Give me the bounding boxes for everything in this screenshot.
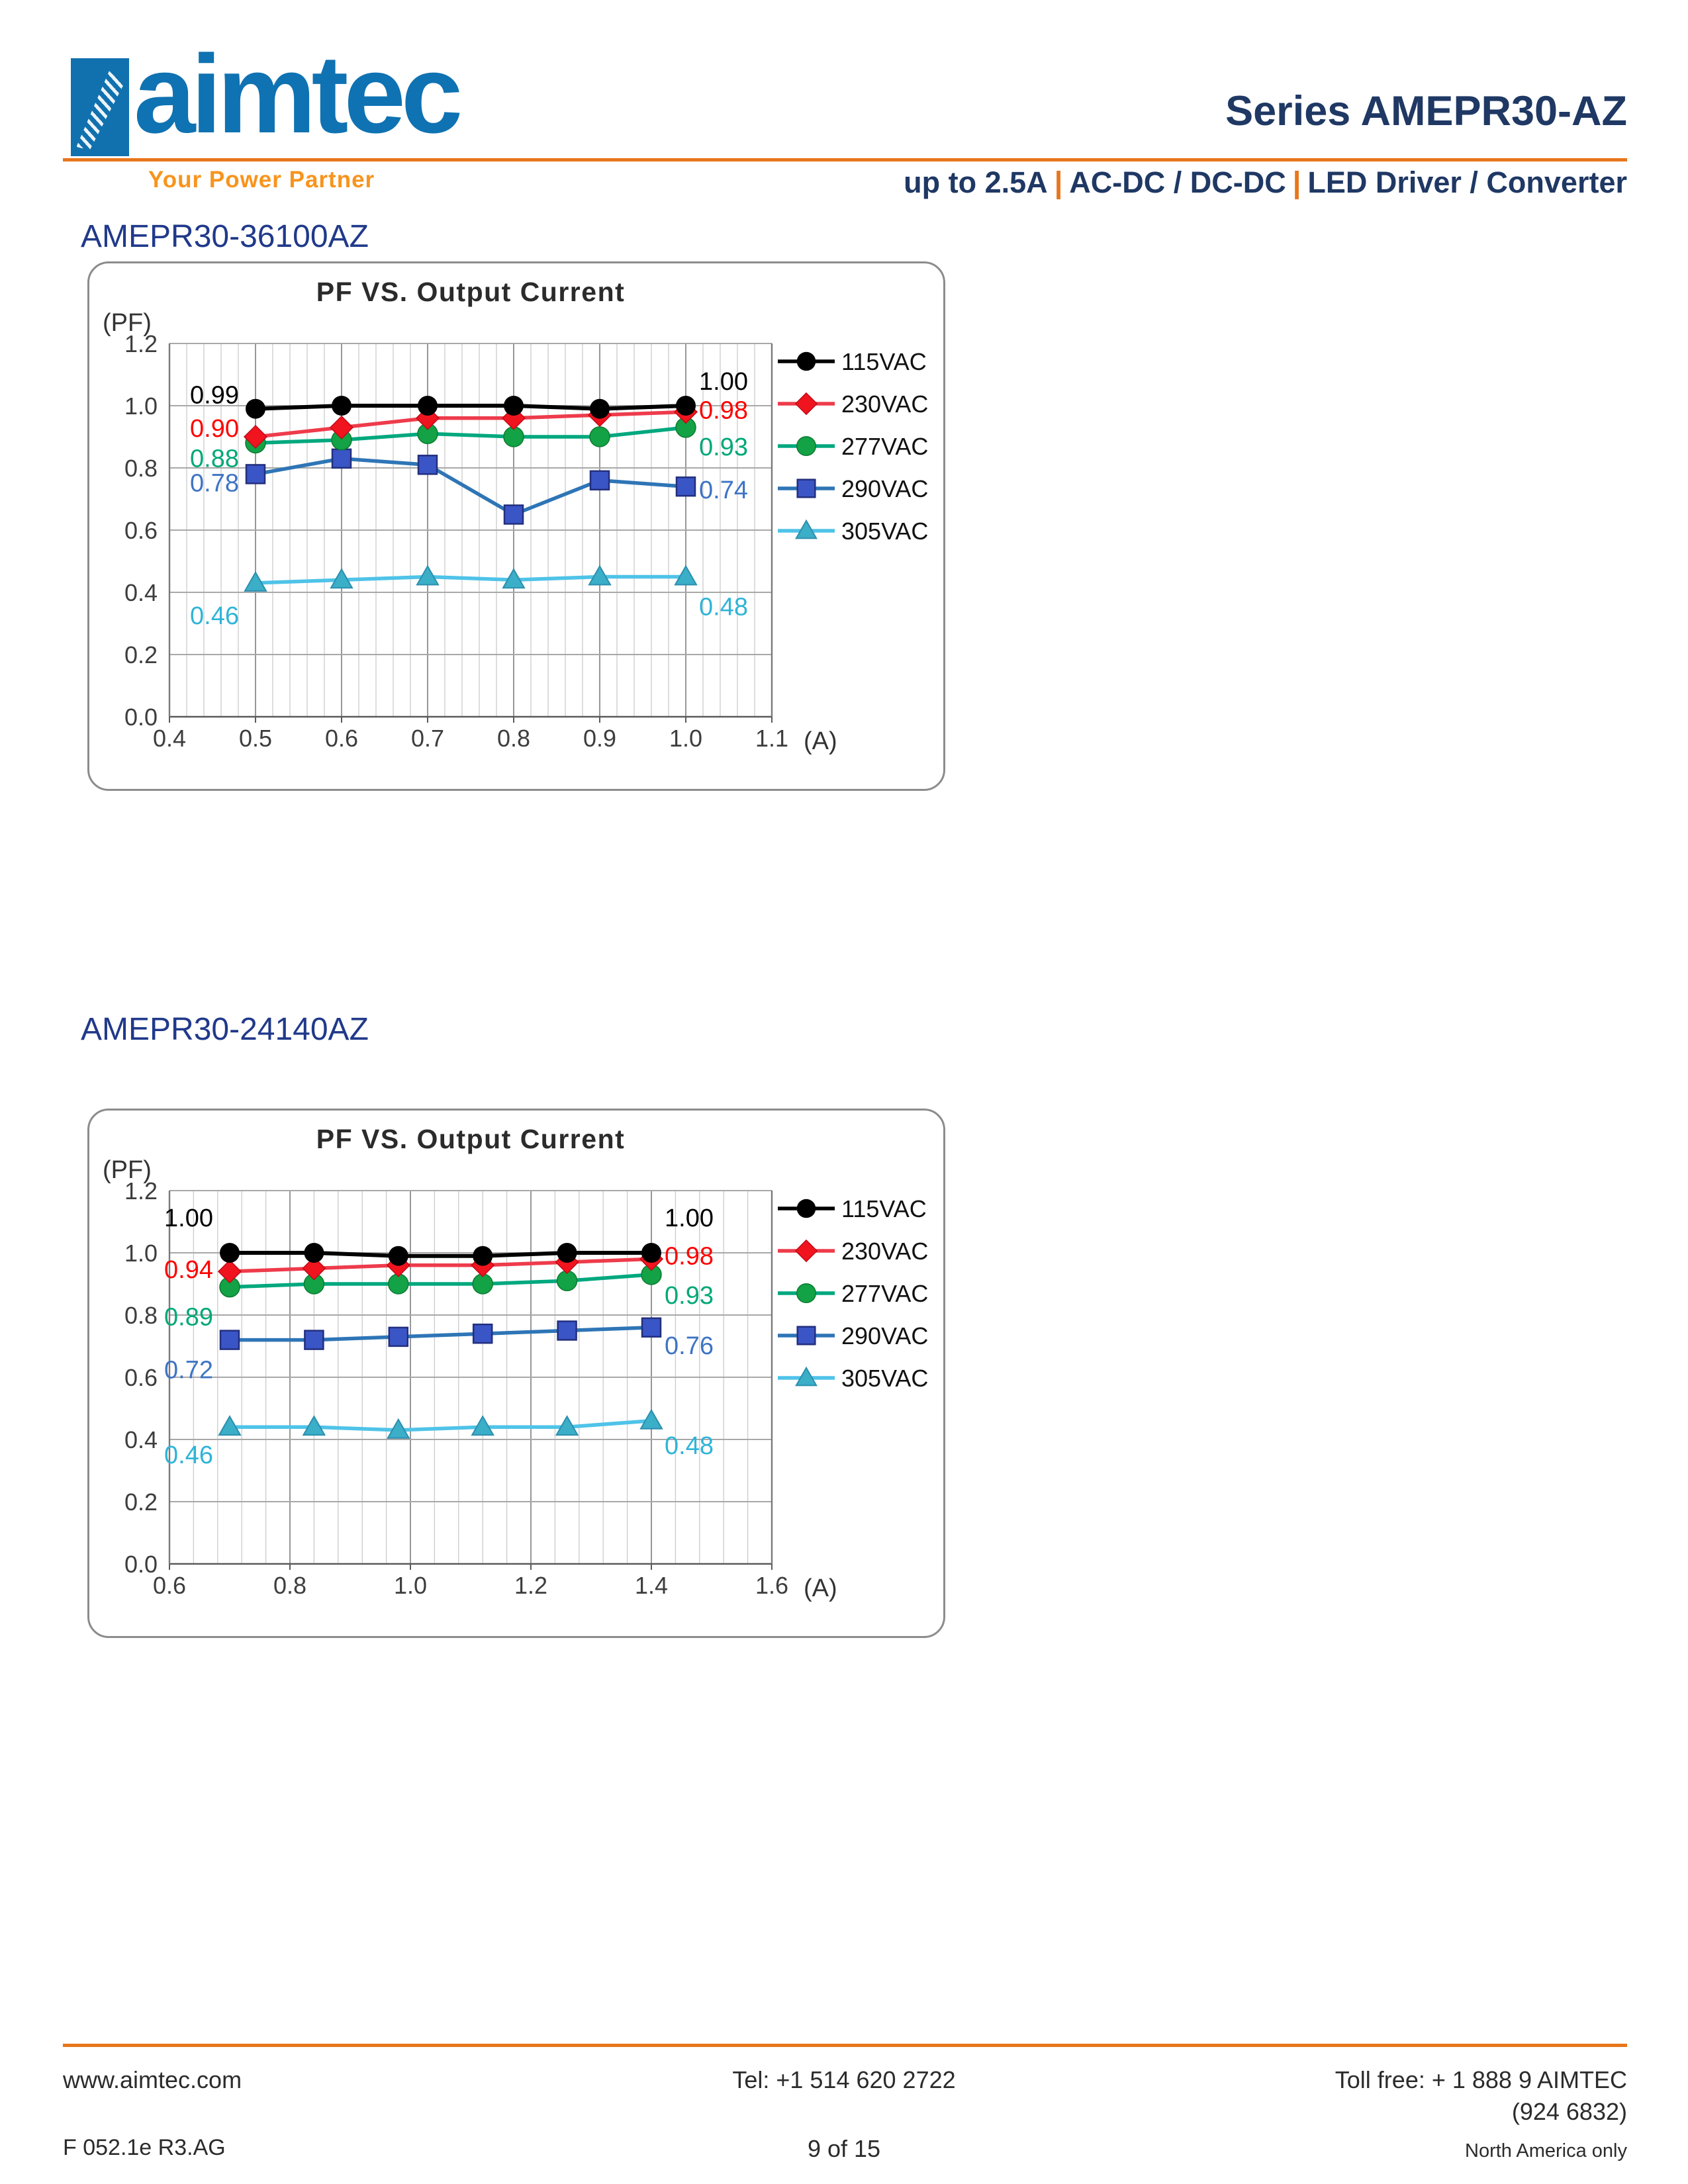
series-marker [418,455,437,474]
series-marker [473,1246,492,1266]
y-tick-label: 1.0 [124,392,158,420]
chart-title: PF VS. Output Current [316,277,626,307]
x-tick-label: 0.5 [238,725,273,752]
y-tick-label: 0.8 [124,455,158,482]
footer-website: www.aimtec.com [63,2066,242,2093]
legend-item-label: 305VAC [841,518,929,545]
legend-item-277VAC [778,433,928,460]
series-marker [641,1410,662,1429]
x-tick-label: 0.8 [273,1572,307,1599]
y-axis-label: (PF) [103,309,152,337]
series-marker [220,1331,239,1349]
series-marker [218,1260,241,1283]
series-line [256,406,686,409]
data-label-first: 0.94 [164,1256,213,1285]
footer-orange-rule [63,2044,1627,2047]
series-marker [504,506,523,524]
x-tick-label: 0.4 [152,725,187,752]
x-tick-label: 0.6 [152,1572,187,1599]
model-title-36100: AMEPR30-36100AZ [81,219,369,254]
y-tick-label: 0.4 [124,579,158,606]
series-line [256,577,686,583]
data-label-last: 0.98 [665,1242,714,1271]
subtitle-part-function: LED Driver / Converter [1307,165,1627,199]
legend-item-230VAC [778,1238,928,1265]
aimtec-logo-text: aimtec [134,32,459,156]
x-tick-label: 1.0 [393,1572,428,1599]
y-tick-label: 0.6 [124,1364,158,1391]
series-marker [557,1243,577,1263]
data-label-first: 0.88 [190,445,239,473]
series-marker [389,1246,408,1266]
data-label-last: 0.76 [665,1332,714,1360]
series-marker [590,471,609,490]
series-marker [389,1328,408,1346]
series-marker [305,1331,323,1349]
legend-item-label: 305VAC [841,1365,929,1392]
data-label-last: 0.74 [699,477,748,505]
series-305VAC [219,1410,662,1438]
data-label-last: 1.00 [665,1205,714,1232]
series-marker [676,396,696,416]
footer-doc-revision: F 052.1e R3.AG [63,2135,226,2160]
x-tick-label: 1.2 [514,1572,548,1599]
header-subtitle [904,165,1627,200]
series-line [230,1275,651,1287]
x-tick-label: 0.7 [410,725,445,752]
series-line [256,459,686,515]
x-tick-label: 1.6 [755,1572,789,1599]
footer-page-number: 9 of 15 [807,2135,881,2162]
data-label-first: 0.99 [190,381,239,410]
series-marker [797,437,816,456]
series-marker [798,480,816,498]
series-marker [590,427,610,447]
series-marker [418,396,438,416]
series-marker [642,1318,661,1337]
pf-chart-24140 [87,1109,945,1638]
legend [778,1195,928,1392]
series-line [230,1421,651,1430]
legend-item-115VAC [778,348,927,375]
legend [778,348,928,545]
legend-item-230VAC [778,390,928,418]
y-tick-label: 0.0 [124,1551,158,1578]
legend-item-label: 230VAC [841,390,929,418]
data-label-first: 0.46 [190,602,239,630]
legend-item-115VAC [778,1195,927,1222]
pf-vs-output-current-chart-svg [89,263,947,793]
legend-item-277VAC [778,1280,928,1307]
series-line [230,1328,651,1340]
series-marker [641,1243,661,1263]
data-label-first: 0.72 [164,1356,213,1385]
series-marker [332,449,351,468]
series-marker [220,1243,240,1263]
data-label-last: 1.00 [699,368,748,396]
x-tick-label: 0.6 [324,725,359,752]
series-marker [246,399,265,419]
series-marker [798,1327,816,1345]
x-tick-label: 1.0 [669,725,703,752]
y-tick-label: 1.2 [124,330,158,357]
header-orange-rule [63,158,1627,161]
model-title-24140: AMEPR30-24140AZ [81,1012,369,1047]
series-marker [796,1240,817,1261]
y-tick-label: 0.2 [124,641,158,668]
legend-item-label: 115VAC [841,348,927,375]
legend-item-label: 277VAC [841,1280,929,1307]
legend-item-label: 230VAC [841,1238,929,1265]
x-axis-label: (A) [804,1574,837,1602]
y-tick-label: 0.2 [124,1488,158,1516]
pf-chart-36100 [87,261,945,791]
chart-title: PF VS. Output Current [316,1124,626,1154]
data-label-last: 0.93 [665,1281,714,1310]
footer-telephone: Tel: +1 514 620 2722 [732,2066,956,2093]
footer-region-note: North America only [1465,2140,1627,2161]
series-title: Series AMEPR30-AZ [1225,88,1627,134]
series-marker [304,1243,324,1263]
x-axis-label: (A) [804,727,837,755]
series-290VAC [246,449,695,524]
y-tick-label: 0.4 [124,1426,158,1453]
series-305VAC [245,567,696,591]
data-label-last: 0.98 [699,396,748,425]
legend-item-label: 290VAC [841,475,929,502]
subtitle-part-type: AC-DC / DC-DC [1069,165,1286,199]
series-marker [796,393,817,414]
y-tick-label: 1.0 [124,1240,158,1267]
legend-item-label: 115VAC [841,1195,927,1222]
logo-stripes-decoration [74,64,125,150]
data-label-first: 0.46 [164,1441,213,1470]
y-axis-label: (PF) [103,1156,152,1184]
data-label-first: 0.90 [190,415,239,443]
aimtec-logo-icon [71,58,129,156]
x-tick-label: 0.9 [583,725,617,752]
legend-item-305VAC [778,518,928,545]
data-label-first: 1.00 [164,1205,213,1232]
y-tick-label: 0.6 [124,517,158,544]
subtitle-part-rating: up to 2.5A [904,165,1048,199]
x-tick-label: 1.1 [755,725,789,752]
logo-tagline: Your Power Partner [148,167,375,193]
legend-item-label: 290VAC [841,1322,929,1349]
subtitle-separator: | [1292,165,1301,199]
data-label-first: 0.89 [164,1303,213,1332]
legend-item-290VAC [778,475,928,502]
series-marker [504,396,524,416]
legend-item-290VAC [778,1322,928,1349]
y-tick-label: 1.2 [124,1177,158,1205]
series-marker [246,465,265,483]
x-tick-label: 0.8 [496,725,531,752]
footer-tollfree: Toll free: + 1 888 9 AIMTEC [1335,2066,1627,2093]
series-marker [332,396,352,416]
subtitle-separator: | [1054,165,1063,199]
series-marker [797,1199,816,1218]
series-marker [797,1284,816,1303]
series-marker [797,352,816,371]
y-tick-label: 0.8 [124,1302,158,1329]
legend-item-label: 277VAC [841,433,929,460]
data-label-last: 0.48 [699,593,748,621]
y-tick-label: 0.0 [124,704,158,731]
legend-item-305VAC [778,1365,928,1392]
series-marker [677,477,695,496]
series-line [230,1259,651,1271]
data-label-last: 0.93 [699,433,748,461]
data-label-first: 0.78 [190,469,239,498]
data-label-last: 0.48 [665,1432,714,1460]
series-290VAC [220,1318,661,1349]
series-marker [590,399,610,419]
series-277VAC [246,418,696,453]
series-marker [558,1322,577,1340]
footer-tollfree-number: (924 6832) [1511,2098,1627,2125]
x-tick-label: 1.4 [634,1572,669,1599]
pf-vs-output-current-chart-svg [89,1111,947,1640]
series-marker [473,1324,492,1343]
